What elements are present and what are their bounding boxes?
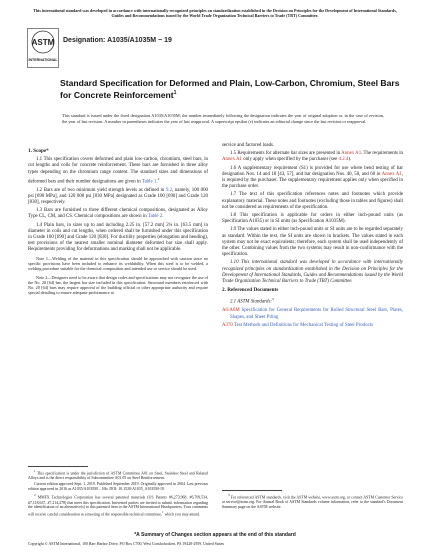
table-2-link[interactable]: Table 2 <box>147 214 163 220</box>
para-1-10: 1.10 This international standard was developed in accordance with internationally recognized principles on standardization established in the Decision on Principles for the Development of International Standards, Guides and Recommendations issued by the World Trade Organization Technical Barriers to Trade (TBT) Committee. <box>222 260 403 285</box>
footnote-2: $^2$ MMFX Technologies Corporation has several patented materials (US Patents #6,273,968, #6,709,534, #7,118,637, #7,214,278) that meet this specification. Interested parties are invited to submit information regarding the identification of an alternative(s) to this patented item to the ASTM International Headquarters. Your comments will receive careful consideration at a meeting of the responsible technical committee,$^1$ which you may attend. <box>28 493 208 517</box>
footnote-rule <box>28 466 88 467</box>
para-1-1: 1.1 This specification covers deformed and plain low-carbon, chromium, steel bars, in cut lengths and coils for concrete reinforcement. These bars are furnished in three alloy types depending on the chromium range content. The standard sizes and dimensions of deformed bars and their number designations are given in Table 1.$^2$ <box>28 157 208 185</box>
wto-principles-note: This international standard was developed in accordance with internationally recognized principles on standardization established in the Decision on Principles for the Development of International Standards, Guides and Recommendations issued by the World Trade Organization Technical Barriers to Trade (TBT) Committee. <box>33 8 397 19</box>
ref-a6-code[interactable]: A6/A6M <box>222 308 240 314</box>
document-title <box>60 78 400 100</box>
annex-a1-link-2[interactable]: Annex A1 <box>222 157 242 163</box>
note-1: Note 1—Welding of the material in this specification should be approached with caution since no specific provisions have been included to enhance its weldability. When this steel is to be welded, a welding procedure suitable for the chemical composition and intended use or service should be used. <box>28 255 208 272</box>
left-column <box>28 146 208 299</box>
note-2: Note 2—Designers need to be aware that design codes and specifications may not recognize the use of the No. 20 [64] bar, the largest bar size included in this specification. Structural members reinforced with No. 20 [64] bars may require approval of the building official or other appropriate authority and require special detailing to ensure adequate performance at <box>28 274 208 296</box>
footnotes-right <box>222 493 403 511</box>
para-1-4: 1.4 Plain bars, in sizes up to and including 2.25 in. [57.2 mm] 2¼ in. [63.5 mm] in diameter in coils and cut lengths, when ordered shall be furnished under this specification in Grade 100 [690] and Grade 120 [830]. For ductility properties (elongation and bending), test provisions of the nearest smaller nominal diameter deformed bar size shall apply. Requirements providing for deformations and marking shall not be applicable. <box>28 222 208 253</box>
summary-of-changes-note: *A Summary of Changes section appears at the end of this standard <box>134 532 296 538</box>
copyright-line: Copyright © ASTM International, 100 Barr Harbor Drive, PO Box C700, West Conshohocken, PA 19428-2959. United States <box>28 542 224 546</box>
para-2-1: 2.1 ASTM Standards:$^3$ <box>230 297 274 306</box>
para-1-3: 1.3 Bars are furnished to three different chemical compositions, designated as Alloy Type CL, CM, and CS. Chemical compositions are shown in Table 2. <box>28 208 208 220</box>
svg-text:ASTM: ASTM <box>31 38 55 47</box>
footnote-1: $^1$ This specification is under the jurisdiction of ASTM Committee A01 on Steel, Stainless Steel and Related Alloys and is the direct responsibility of Subcommittee A01.05 on Steel Reinforcement. <box>28 469 208 481</box>
para-1-4-continued: service and factored loads. <box>222 143 275 148</box>
title-text: Standard Specification for Deformed and Plain, Low-Carbon, Chromium, Steel Bars for Concrete Reinforcement <box>60 78 400 100</box>
footnote-1-edition: Current edition approved Sept. 1, 2019. Published September 2019. Originally approved in 2004. Last previous edition approved in 2016 as A1035/A1035M – 16b. DOI: 10.1520/A1035_A1035M-19. <box>28 482 208 492</box>
svg-text:INTERNATIONAL: INTERNATIONAL <box>28 58 58 62</box>
section-9-2-link[interactable]: 9.2 <box>165 187 173 193</box>
ref-a370-code[interactable]: A370 <box>222 322 233 328</box>
ref-a370[interactable]: A370 Test Methods and Definitions for Mechanical Testing of Steel Products <box>222 322 373 328</box>
annex-a1-link[interactable]: Annex A1 <box>341 151 362 157</box>
footnote-3: $^3$ For referenced ASTM standards, visit the ASTM website, www.astm.org, or contact ASTM Customer Service at service@astm.org. For Annual Book of ASTM Standards volume information, refer to the standard's Document Summary page on the ASTM website. <box>222 493 403 509</box>
para-1-5: 1.5 Requirements for alternate bar sizes are presented in Annex A1. The requirements in Annex A1 only apply when specified by the purchaser (see 4.2.4). <box>222 151 404 163</box>
issuance-note: This standard is issued under the fixed designation A1035/A1035M; the number immediately following the designation indicates the year of original adoption or, in the case of revision, the year of last revision. A number in parentheses indicates the year of last reapproval. A superscript epsilon (ε) indicates an editorial change since the last revision or reapproval. <box>62 113 384 124</box>
footnotes-left <box>28 469 208 519</box>
annex-a1-link-3[interactable]: Annex A1 <box>381 171 402 177</box>
para-1-2: 1.2 Bars are of two minimum yield strength levels as defined in 9.2, namely, 100 000 psi [690 MPa], and 120 000 psi [830 MPa] designated as Grade 100 [690] and Grade 120 [830], respectively. <box>28 187 208 206</box>
footnote-3-ref[interactable]: 3 <box>271 297 274 302</box>
para-1-9: 1.9 The values stated in either inch-pound units or SI units are to be regarded separately as standard. Within the text, the SI units are shown in brackets. The values stated in each system may not be exact equivalents; therefore, each system shall be used independently of the other. Combining values from the two systems may result in non-conformance with the specification. <box>222 227 403 258</box>
para-1-6: 1.6 A supplementary requirement (S1) is provided for use where bend testing of bar designation Nos. 14 and 18 [43, 57], and bar designation Nos. 40, 50, and 60 in Annex A1, is required by the purchaser. The supplementary requirement applies only when specified in the purchase order. <box>222 165 403 190</box>
right-column <box>222 143 403 331</box>
para-1-7: 1.7 The text of this specification references notes and footnotes which provide explanatory material. These notes and footnotes (excluding those in tables and figures) shall not be considered as requirements of the specification. <box>222 192 403 210</box>
table-1-link[interactable]: Table 1 <box>141 179 157 185</box>
title-footnote-ref[interactable]: 1 <box>173 90 177 96</box>
footnote-rule-right <box>222 490 282 491</box>
scope-heading: 1. Scope* <box>28 148 49 154</box>
ref-a6[interactable]: A6/A6M Specification for General Requirements for Rolled Structural Steel Bars, Plates, Shapes, and Sheet Piling <box>222 308 403 320</box>
astm-logo <box>27 28 59 68</box>
section-4-2-4-link[interactable]: 4.2.4 <box>338 157 349 163</box>
referenced-documents-heading: 2. Referenced Documents <box>222 287 279 294</box>
para-1-8: 1.8 This specification is applicable for orders in either inch-pound units (as Specification A1035) or in SI units (as Specification A1035M). <box>222 213 403 225</box>
designation: Designation: A1035/A1035M − 19 <box>63 37 172 44</box>
footnote-2-ref[interactable]: 2 <box>157 176 160 181</box>
